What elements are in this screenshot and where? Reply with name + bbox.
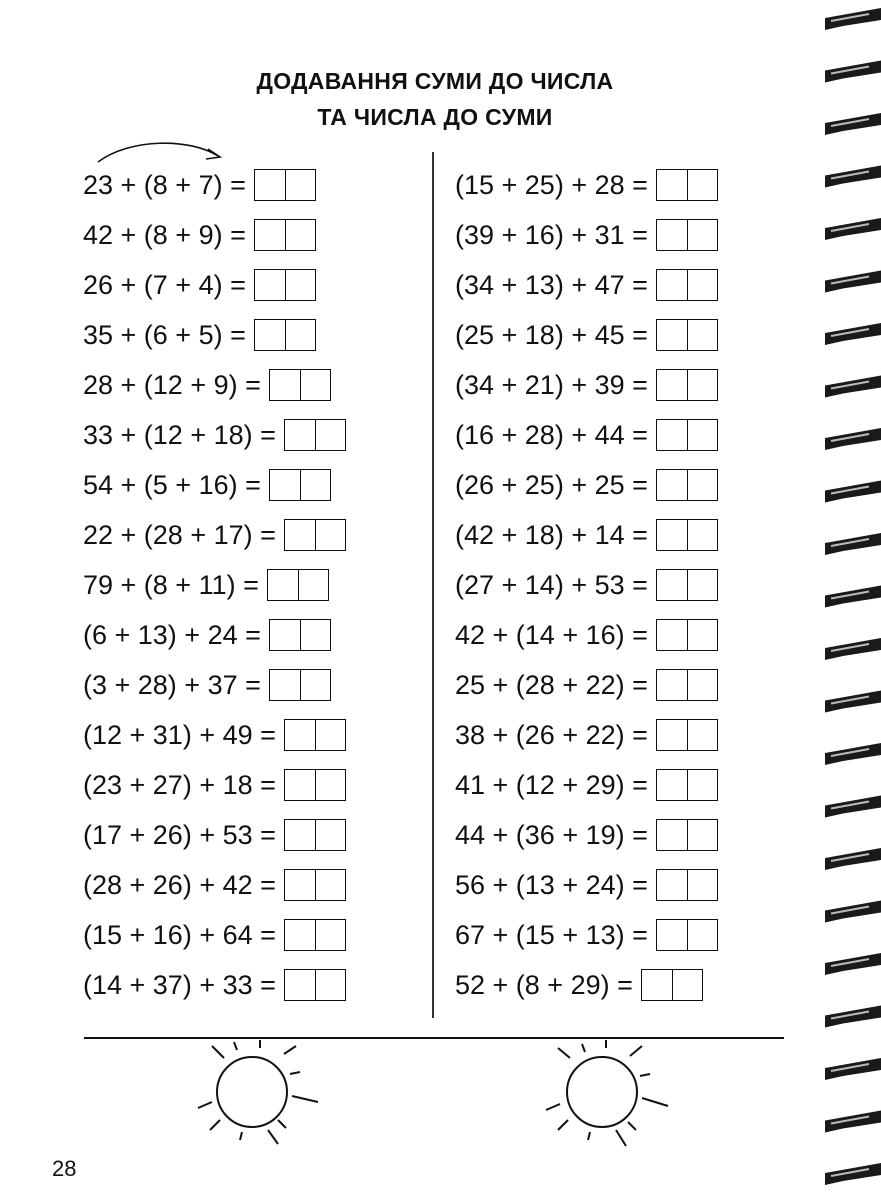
- answer-digit-cell[interactable]: [300, 670, 330, 700]
- exercise-row: [455, 260, 718, 310]
- answer-digit-cell[interactable]: [315, 820, 345, 850]
- answer-digit-cell[interactable]: [300, 470, 330, 500]
- spiral-loop: [825, 743, 881, 765]
- exercise-row: [83, 760, 346, 810]
- answer-digit-cell[interactable]: [315, 420, 345, 450]
- answer-box[interactable]: [269, 669, 331, 701]
- answer-digit-cell[interactable]: [687, 620, 717, 650]
- sun-icon: [190, 1040, 330, 1150]
- spiral-loop: [825, 796, 881, 818]
- answer-digit-cell[interactable]: [687, 670, 717, 700]
- exercise-expression: 79 + (8 + 11) =: [83, 569, 259, 600]
- exercise-row: [83, 560, 346, 610]
- exercise-expression: 38 + (26 + 22) =: [455, 719, 648, 750]
- answer-digit-cell[interactable]: [687, 570, 717, 600]
- exercise-row: [455, 660, 718, 710]
- answer-digit-cell[interactable]: [657, 420, 687, 450]
- exercise-expression: 28 + (12 + 9) =: [83, 369, 261, 400]
- bottom-divider-line: [84, 1037, 784, 1039]
- answer-box[interactable]: [284, 919, 346, 951]
- answer-digit-cell[interactable]: [657, 670, 687, 700]
- left-exercise-column: [83, 160, 346, 1010]
- answer-box[interactable]: [284, 719, 346, 751]
- exercise-row: [83, 710, 346, 760]
- answer-box[interactable]: [656, 819, 718, 851]
- answer-box[interactable]: [269, 469, 331, 501]
- answer-digit-cell[interactable]: [285, 920, 315, 950]
- answer-digit-cell[interactable]: [687, 470, 717, 500]
- exercise-row: [455, 210, 718, 260]
- answer-box[interactable]: [284, 969, 346, 1001]
- answer-box[interactable]: [254, 319, 316, 351]
- spiral-loop: [825, 218, 881, 240]
- spiral-loop: [825, 691, 881, 713]
- answer-box[interactable]: [267, 569, 329, 601]
- exercise-expression: (16 + 28) + 44 =: [455, 419, 648, 450]
- answer-digit-cell[interactable]: [657, 270, 687, 300]
- column-divider: [432, 152, 434, 1018]
- exercise-expression: (6 + 13) + 24 =: [83, 619, 261, 650]
- exercise-row: [455, 910, 718, 960]
- answer-digit-cell[interactable]: [315, 520, 345, 550]
- exercise-expression: 35 + (6 + 5) =: [83, 319, 246, 350]
- answer-box[interactable]: [656, 869, 718, 901]
- answer-digit-cell[interactable]: [315, 770, 345, 800]
- exercise-expression: 25 + (28 + 22) =: [455, 669, 648, 700]
- answer-digit-cell[interactable]: [657, 770, 687, 800]
- answer-digit-cell[interactable]: [315, 920, 345, 950]
- answer-digit-cell[interactable]: [285, 770, 315, 800]
- answer-digit-cell[interactable]: [255, 170, 285, 200]
- page-number: 28: [52, 1156, 77, 1181]
- answer-box[interactable]: [284, 769, 346, 801]
- answer-box[interactable]: [269, 369, 331, 401]
- answer-digit-cell[interactable]: [687, 270, 717, 300]
- answer-digit-cell[interactable]: [657, 470, 687, 500]
- exercise-row: [83, 160, 346, 210]
- answer-digit-cell[interactable]: [270, 620, 300, 650]
- exercise-expression: (34 + 21) + 39 =: [455, 369, 648, 400]
- exercise-expression: 44 + (36 + 19) =: [455, 819, 648, 850]
- exercise-row: [455, 560, 718, 610]
- exercise-expression: (28 + 26) + 42 =: [83, 869, 276, 900]
- spiral-loop: [825, 113, 881, 135]
- answer-digit-cell[interactable]: [285, 520, 315, 550]
- exercise-expression: 67 + (15 + 13) =: [455, 919, 648, 950]
- answer-box[interactable]: [656, 269, 718, 301]
- answer-digit-cell[interactable]: [270, 670, 300, 700]
- spiral-loop: [825, 61, 881, 83]
- spiral-loop: [825, 481, 881, 503]
- exercise-expression: (12 + 31) + 49 =: [83, 719, 276, 750]
- spiral-loop: [825, 1163, 881, 1185]
- spiral-loop: [825, 376, 881, 398]
- exercise-row: [455, 510, 718, 560]
- answer-box[interactable]: [284, 519, 346, 551]
- exercise-row: [455, 360, 718, 410]
- spiral-loop: [825, 271, 881, 293]
- sun-icon: [540, 1040, 680, 1150]
- exercise-expression: 54 + (5 + 16) =: [83, 469, 261, 500]
- exercise-expression: (27 + 14) + 53 =: [455, 569, 648, 600]
- answer-box[interactable]: [656, 569, 718, 601]
- exercise-row: [455, 810, 718, 860]
- spiral-loop: [825, 638, 881, 660]
- answer-box[interactable]: [656, 769, 718, 801]
- spiral-loop: [825, 428, 881, 450]
- exercise-row: [455, 410, 718, 460]
- exercise-expression: (14 + 37) + 33 =: [83, 969, 276, 1000]
- answer-box[interactable]: [656, 169, 718, 201]
- spiral-loop: [825, 1111, 881, 1133]
- answer-digit-cell[interactable]: [315, 970, 345, 1000]
- answer-digit-cell[interactable]: [285, 420, 315, 450]
- exercise-expression: 23 + (8 + 7) =: [83, 169, 246, 200]
- answer-digit-cell[interactable]: [285, 720, 315, 750]
- exercise-row: [83, 810, 346, 860]
- answer-digit-cell[interactable]: [285, 270, 315, 300]
- answer-box[interactable]: [254, 169, 316, 201]
- exercise-expression: (17 + 26) + 53 =: [83, 819, 276, 850]
- exercise-expression: 42 + (8 + 9) =: [83, 219, 246, 250]
- exercise-expression: (3 + 28) + 37 =: [83, 669, 261, 700]
- answer-digit-cell[interactable]: [657, 570, 687, 600]
- exercise-expression: (39 + 16) + 31 =: [455, 219, 648, 250]
- answer-box[interactable]: [656, 219, 718, 251]
- exercise-row: [455, 160, 718, 210]
- spiral-binding: [821, 0, 881, 1200]
- answer-digit-cell[interactable]: [285, 970, 315, 1000]
- answer-box[interactable]: [656, 619, 718, 651]
- answer-box[interactable]: [284, 869, 346, 901]
- answer-digit-cell[interactable]: [285, 820, 315, 850]
- exercise-expression: 56 + (13 + 24) =: [455, 869, 648, 900]
- spiral-loop: [825, 323, 881, 345]
- answer-digit-cell[interactable]: [657, 620, 687, 650]
- answer-box[interactable]: [284, 419, 346, 451]
- right-exercise-column: [455, 160, 718, 1010]
- exercise-expression: 26 + (7 + 4) =: [83, 269, 246, 300]
- answer-digit-cell[interactable]: [298, 570, 328, 600]
- exercise-row: [83, 360, 346, 410]
- exercise-row: [455, 760, 718, 810]
- answer-digit-cell[interactable]: [657, 920, 687, 950]
- answer-box[interactable]: [656, 369, 718, 401]
- exercise-row: [83, 460, 346, 510]
- answer-digit-cell[interactable]: [255, 320, 285, 350]
- answer-digit-cell[interactable]: [657, 370, 687, 400]
- answer-digit-cell[interactable]: [268, 570, 298, 600]
- spiral-loop: [825, 1058, 881, 1080]
- answer-digit-cell[interactable]: [687, 370, 717, 400]
- exercise-row: [83, 310, 346, 360]
- answer-digit-cell[interactable]: [687, 920, 717, 950]
- spiral-loop: [825, 848, 881, 870]
- exercise-expression: (25 + 18) + 45 =: [455, 319, 648, 350]
- answer-digit-cell[interactable]: [657, 220, 687, 250]
- answer-box[interactable]: [284, 819, 346, 851]
- spiral-loop: [825, 1006, 881, 1028]
- answer-box[interactable]: [656, 669, 718, 701]
- page-title-line2: ТА ЧИСЛА ДО СУМИ: [317, 104, 553, 130]
- exercise-row: [83, 510, 346, 560]
- answer-digit-cell[interactable]: [657, 720, 687, 750]
- spiral-loop: [825, 166, 881, 188]
- exercise-row: [455, 960, 718, 1010]
- spiral-loop: [825, 586, 881, 608]
- exercise-expression: (26 + 25) + 25 =: [455, 469, 648, 500]
- exercise-expression: (15 + 25) + 28 =: [455, 169, 648, 200]
- answer-digit-cell[interactable]: [687, 220, 717, 250]
- exercise-row: [455, 610, 718, 660]
- exercise-expression: 33 + (12 + 18) =: [83, 419, 276, 450]
- answer-box[interactable]: [656, 719, 718, 751]
- answer-digit-cell[interactable]: [255, 270, 285, 300]
- answer-digit-cell[interactable]: [315, 870, 345, 900]
- answer-box[interactable]: [254, 269, 316, 301]
- answer-digit-cell[interactable]: [300, 370, 330, 400]
- answer-digit-cell[interactable]: [285, 220, 315, 250]
- answer-digit-cell[interactable]: [657, 320, 687, 350]
- exercise-row: [83, 860, 346, 910]
- exercise-row: [83, 660, 346, 710]
- spiral-loop: [825, 901, 881, 923]
- exercise-expression: 52 + (8 + 29) =: [455, 969, 633, 1000]
- answer-digit-cell[interactable]: [687, 820, 717, 850]
- answer-box[interactable]: [254, 219, 316, 251]
- spiral-loop: [825, 953, 881, 975]
- answer-box[interactable]: [656, 469, 718, 501]
- answer-digit-cell[interactable]: [285, 170, 315, 200]
- answer-box[interactable]: [269, 619, 331, 651]
- answer-box[interactable]: [656, 319, 718, 351]
- answer-digit-cell[interactable]: [657, 820, 687, 850]
- answer-digit-cell[interactable]: [687, 320, 717, 350]
- answer-digit-cell[interactable]: [687, 870, 717, 900]
- answer-box[interactable]: [641, 969, 703, 1001]
- answer-digit-cell[interactable]: [255, 220, 285, 250]
- answer-digit-cell[interactable]: [687, 720, 717, 750]
- answer-digit-cell[interactable]: [270, 370, 300, 400]
- answer-digit-cell[interactable]: [285, 870, 315, 900]
- exercise-row: [83, 210, 346, 260]
- exercise-row: [83, 260, 346, 310]
- exercise-expression: 22 + (28 + 17) =: [83, 519, 276, 550]
- exercise-row: [83, 960, 346, 1010]
- exercise-expression: (15 + 16) + 64 =: [83, 919, 276, 950]
- answer-box[interactable]: [656, 519, 718, 551]
- answer-digit-cell[interactable]: [687, 170, 717, 200]
- exercise-row: [455, 310, 718, 360]
- spiral-loop: [825, 8, 881, 30]
- answer-digit-cell[interactable]: [657, 870, 687, 900]
- answer-digit-cell[interactable]: [642, 970, 672, 1000]
- answer-digit-cell[interactable]: [687, 770, 717, 800]
- answer-box[interactable]: [656, 419, 718, 451]
- answer-digit-cell[interactable]: [270, 470, 300, 500]
- answer-digit-cell[interactable]: [285, 320, 315, 350]
- exercise-row: [83, 410, 346, 460]
- page-title-line1: ДОДАВАННЯ СУМИ ДО ЧИСЛА: [256, 68, 614, 94]
- answer-digit-cell[interactable]: [315, 720, 345, 750]
- exercise-row: [83, 910, 346, 960]
- answer-digit-cell[interactable]: [687, 420, 717, 450]
- exercise-expression: 42 + (14 + 16) =: [455, 619, 648, 650]
- exercise-expression: (34 + 13) + 47 =: [455, 269, 648, 300]
- exercise-row: [455, 860, 718, 910]
- answer-digit-cell[interactable]: [672, 970, 702, 1000]
- exercise-row: [455, 460, 718, 510]
- exercise-expression: 41 + (12 + 29) =: [455, 769, 648, 800]
- answer-digit-cell[interactable]: [657, 170, 687, 200]
- answer-digit-cell[interactable]: [657, 520, 687, 550]
- exercise-expression: (42 + 18) + 14 =: [455, 519, 648, 550]
- exercise-row: [83, 610, 346, 660]
- answer-digit-cell[interactable]: [300, 620, 330, 650]
- exercise-expression: (23 + 27) + 18 =: [83, 769, 276, 800]
- answer-digit-cell[interactable]: [687, 520, 717, 550]
- spiral-loop: [825, 533, 881, 555]
- answer-box[interactable]: [656, 919, 718, 951]
- exercise-row: [455, 710, 718, 760]
